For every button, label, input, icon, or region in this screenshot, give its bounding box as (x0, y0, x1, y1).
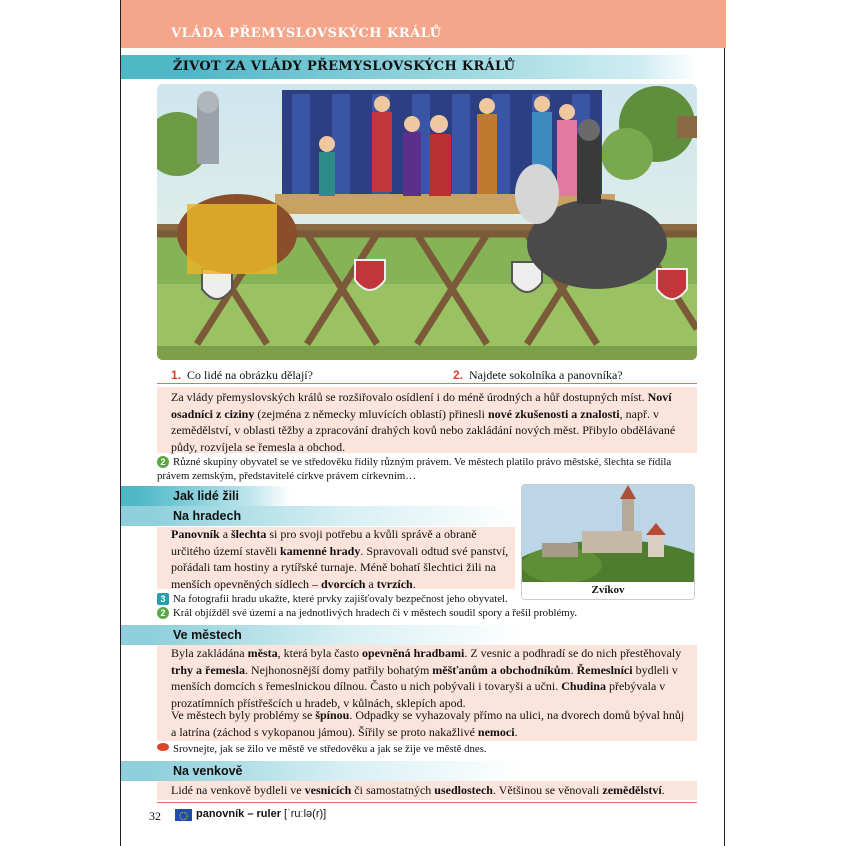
question-text: Najdete sokolníka a panovníka? (469, 368, 623, 382)
bold-run: nemoci (477, 724, 515, 739)
text-run: . (661, 783, 665, 797)
bold-run: měšťanům a obchodníkům (432, 662, 571, 677)
text-run: . Nejhonosnější domy patřily bohatým (244, 662, 433, 677)
text-run: . Z vesnic a podhradí se do nich přestěhovaly (464, 646, 682, 660)
bold-run: města (247, 646, 278, 660)
text-run: a (365, 576, 377, 591)
bold-run: zemědělství (602, 783, 662, 797)
activity-badge-icon: 3 (157, 593, 169, 605)
text-run: si pro svoji potřebu a kvůli správě a obraně určitého území stavěli (171, 527, 477, 558)
bold-run: tvrzích (376, 576, 413, 591)
bold-run: vesnicích (304, 783, 352, 797)
topic-title: Na hradech (173, 509, 242, 523)
topic-header-country (121, 761, 521, 781)
text-run: . (514, 724, 518, 739)
bold-run: Chudina (561, 679, 606, 693)
bold-run: opevněná hradbami (361, 646, 465, 660)
textbook-page (120, 0, 725, 846)
topic-header-towns (121, 625, 521, 645)
towns-paragraph-2 (171, 707, 691, 740)
bold-run: trhy a řemesla (171, 662, 245, 677)
question-text: Co lidé na obrázku dělají? (187, 368, 313, 382)
text-run: a (219, 527, 232, 541)
activity-badge-icon: 2 (157, 607, 169, 619)
castle-photo (521, 484, 695, 600)
question-number: 2. (453, 368, 464, 382)
text-run: . (570, 662, 577, 677)
text-run: . Odpadky se vyhazovaly přímo na ulici, na dvorech domů býval hnůj a latrína (záchod s vykopanou jámou). Šířily se proto nakažlivé (171, 708, 685, 739)
bold-run: nové zkušenosti a znalosti (487, 406, 620, 421)
note-photo (157, 592, 717, 606)
question-1 (171, 368, 313, 383)
note-text: Srovnejte, jak se žilo ve městě ve středověku a jak se žije ve městě dnes. (173, 743, 487, 755)
note-compare (157, 742, 697, 756)
note-king (157, 606, 717, 620)
text-run: bydleli v menších domcích s řemeslnickou dílnou. Často u nich pobývali i tovaryši a učni. (171, 662, 678, 693)
bold-run: šlechta (231, 527, 267, 541)
text-run: (zejména z německy mluvících oblastí) přinesli (254, 406, 488, 421)
topic-title: Na venkově (173, 764, 243, 778)
text-run: , která byla často (277, 646, 362, 660)
castles-paragraph (171, 526, 511, 592)
photo-caption: Zvíkov (522, 582, 694, 599)
topic-header-castles (121, 506, 521, 526)
tournament-illustration (157, 84, 697, 360)
term-bold: panovník – ruler (196, 808, 281, 820)
text-run: Ve městech byly problémy se (171, 708, 316, 722)
bold-run: Noví osadníci z ciziny (171, 390, 672, 421)
section-title: ŽIVOT ZA VLÁDY PŘEMYSLOVSKÝCH KRÁLŮ (173, 59, 516, 74)
topic-title: Ve městech (173, 628, 242, 642)
question-number: 1. (171, 368, 182, 382)
bold-run: špínou (315, 708, 350, 722)
text-run: přebývala v prozatímních přístřešcích u hradeb, v kůlnách, sklepích apod. (171, 679, 666, 710)
note-text: Různé skupiny obyvatel se ve středověku řídily různým právem. Ve městech platilo právo městské, šlechta se řídila právem zemským, představitelé církve právem církevním… (157, 456, 672, 482)
page-number: 32 (149, 809, 161, 823)
text-run: . (412, 576, 416, 591)
questions-row (157, 366, 697, 384)
bold-run: usedlostech (434, 783, 493, 797)
note-text: Král objížděl své území a na jednotlivých hradech či v městech soudil spory a řešil problémy. (173, 607, 578, 619)
text-run: . Spravovali odtud své panství, pořádali tam hostiny a rytířské turnaje. Méně bohatí šlechtici žili na menších opevněných sídlech – (171, 543, 509, 591)
lips-icon (157, 743, 169, 751)
note-law (157, 455, 697, 483)
footer-divider (157, 802, 697, 803)
vocabulary-term (196, 808, 326, 820)
country-paragraph (171, 782, 691, 799)
text-run: Za vlády přemyslovských králů se rozšiřovalo osídlení i do méně úrodných a hůř dostupných míst. (171, 390, 648, 404)
subsection-header (121, 486, 291, 506)
towns-paragraph-1 (171, 645, 691, 711)
chapter-banner (121, 0, 726, 48)
term-pronunciation: [ˈruːlə(r)] (280, 808, 327, 820)
bold-run: dvorcích (320, 576, 366, 591)
bold-run: kamenné hrady (279, 543, 361, 558)
intro-paragraph (171, 389, 691, 455)
question-2 (453, 368, 623, 383)
note-text: Na fotografii hradu ukažte, které prvky zajišťovaly bezpečnost jeho obyvatel. (173, 593, 508, 605)
bold-run: Panovník (171, 527, 220, 541)
bold-run: Řemeslníci (576, 662, 633, 677)
text-run: či samostatných (351, 783, 435, 797)
chapter-title: VLÁDA PŘEMYSLOVSKÝCH KRÁLŮ (171, 26, 442, 41)
text-run: Lidé na venkově bydleli ve (171, 783, 305, 797)
text-run: , např. v zemědělství, v oblasti těžby a zpracování drahých kovů nebo zakládání nových měst. Přibylo obdělávané půdy, rozvíjela se řemesla a obchod. (171, 406, 676, 454)
activity-badge-icon: 2 (157, 456, 169, 468)
section-header (121, 55, 699, 79)
text-run: Byla zakládána (171, 646, 248, 660)
eu-flag-icon (175, 809, 192, 821)
subsection-title: Jak lidé žili (173, 489, 240, 503)
text-run: . Většinou se věnovali (492, 783, 603, 797)
